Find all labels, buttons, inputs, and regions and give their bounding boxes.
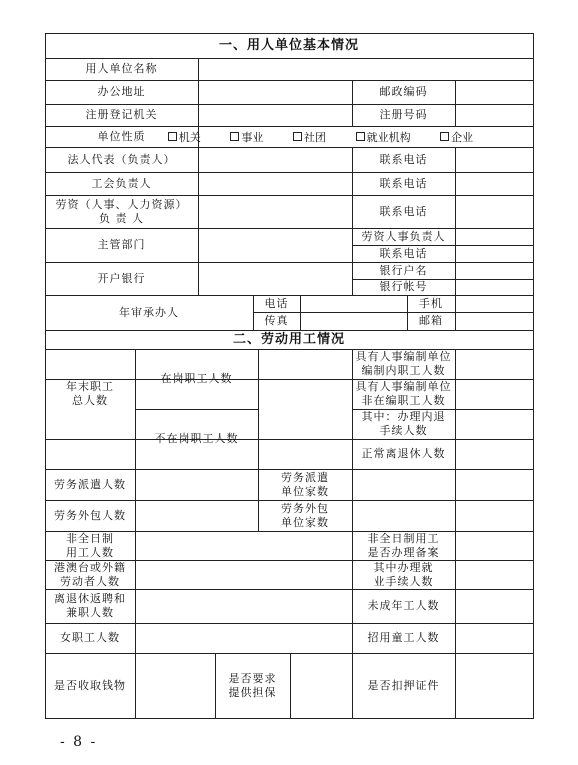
- count-field-left[interactable]: [135, 531, 352, 560]
- union-head-field[interactable]: [198, 172, 352, 195]
- count-field-right[interactable]: [455, 560, 533, 589]
- label-registration-authority: 注册登记机关: [85, 108, 158, 121]
- grid-line: [135, 439, 136, 469]
- label-off-duty: 不在岗职工人数: [154, 432, 239, 445]
- office-address-field[interactable]: [198, 80, 352, 104]
- label-part-time-filed: 非全日制用工 是否办理备案: [367, 531, 440, 559]
- unit-nature-option[interactable]: [293, 129, 326, 145]
- label-minors: 未成年工人数: [367, 599, 440, 612]
- checkbox-icon[interactable]: [230, 132, 239, 141]
- section-2-title: 二、劳动用工情况: [232, 331, 345, 347]
- supervisor-field[interactable]: [198, 228, 352, 262]
- count-field-left[interactable]: [135, 589, 352, 623]
- label-postal-code: 邮政编码: [379, 85, 428, 98]
- label-on-duty: 在岗职工人数: [160, 372, 233, 385]
- off-duty-field[interactable]: [258, 409, 352, 469]
- page-number: - 8 -: [60, 734, 98, 750]
- label-outsourced-units: 劳务外包 单位家数: [281, 501, 329, 529]
- label-staffed-on-duty: 具有人事编制单位 编制内职工人数: [355, 350, 452, 377]
- count-field-right[interactable]: [455, 531, 533, 560]
- label-supervisor: 主管部门: [97, 238, 146, 251]
- outsourced-count-field[interactable]: [135, 500, 258, 531]
- label-tel: 电话: [264, 296, 289, 310]
- label-bank: 开户银行: [97, 271, 146, 285]
- label-guarantee: 是否要求 提供担保: [228, 671, 277, 699]
- label-hr-head: 劳资人事负责人: [361, 229, 446, 243]
- bank-field[interactable]: [198, 262, 352, 295]
- guarantee-field[interactable]: [290, 653, 352, 718]
- label-bank-account-no: 银行帐号: [379, 280, 428, 293]
- unit-nature-option[interactable]: [168, 129, 201, 145]
- label-retiree-rehired: 离退休返聘和 兼职人数: [54, 592, 126, 619]
- union-head-phone-field[interactable]: [455, 172, 533, 195]
- checkbox-icon[interactable]: [168, 132, 177, 141]
- unit-nature-option-label: 就业机构: [366, 130, 411, 144]
- labor-head-phone-field[interactable]: [455, 195, 533, 228]
- label-dispatch-count: 劳务派遣人数: [54, 477, 126, 491]
- label-internal-retire: 其中：办理内退 手续人数: [361, 410, 446, 437]
- postal-code-field[interactable]: [455, 80, 533, 104]
- unit-nature-option-label: 社团: [303, 130, 326, 144]
- label-bank-account-name: 银行户名: [379, 263, 428, 277]
- count-field-left[interactable]: [135, 623, 352, 653]
- label-documents-held: 是否扣押证件: [367, 678, 440, 692]
- unit-nature-option-label: 机关: [178, 130, 201, 144]
- label-fax: 传真: [264, 314, 289, 327]
- label-email: 邮箱: [419, 314, 443, 327]
- deposit-field[interactable]: [135, 653, 215, 718]
- label-employment-procedures: 其中办理就 业手续人数: [373, 560, 434, 588]
- checkbox-icon[interactable]: [293, 132, 302, 141]
- hr-head-phone-field[interactable]: [455, 245, 533, 262]
- outer-border-right: [533, 33, 534, 718]
- labor-head-field[interactable]: [198, 195, 352, 228]
- unit-nature-options: [153, 126, 488, 147]
- hr-head-field[interactable]: [455, 228, 533, 245]
- unit-nature-option[interactable]: [230, 129, 263, 145]
- label-dispatch-units: 劳务派遣 单位家数: [281, 470, 329, 498]
- dispatch-units-field[interactable]: [352, 469, 533, 500]
- label-registration-number: 注册号码: [379, 108, 428, 121]
- label-foreign-workers: 港澳台或外籍 劳动者人数: [54, 560, 126, 588]
- label-office-address: 办公地址: [97, 85, 146, 98]
- label-year-end-total: 年末职工 总人数: [66, 380, 114, 407]
- unit-nature-option[interactable]: [440, 129, 473, 145]
- outsourced-units-field[interactable]: [352, 500, 533, 531]
- bank-account-no-field[interactable]: [455, 279, 533, 295]
- label-annual-review-handler: 年审承办人: [119, 305, 179, 319]
- label-labor-head: 劳资（人事、人力资源） 负 责 人: [55, 197, 188, 225]
- label-outsourced-count: 劳务外包人数: [54, 508, 126, 522]
- label-female-workers: 女职工人数: [60, 631, 120, 644]
- staffed-off-duty-field[interactable]: [455, 379, 533, 409]
- fax-field[interactable]: [300, 312, 407, 330]
- label-phone: 联系电话: [379, 176, 428, 190]
- checkbox-icon[interactable]: [440, 132, 449, 141]
- normal-retire-field[interactable]: [455, 439, 533, 469]
- checkbox-icon[interactable]: [356, 132, 365, 141]
- label-child-labor: 招用童工人数: [367, 631, 440, 644]
- unit-nature-option-label: 事业: [241, 130, 264, 144]
- bank-account-name-field[interactable]: [455, 262, 533, 279]
- employer-name-field[interactable]: [198, 58, 533, 80]
- label-normal-retire: 正常离退休人数: [361, 447, 446, 460]
- unit-nature-option-label: 企业: [451, 130, 474, 144]
- legal-rep-field[interactable]: [198, 147, 352, 172]
- staffed-on-duty-field[interactable]: [455, 349, 533, 379]
- label-union-head: 工会负责人: [91, 176, 152, 190]
- count-field-right[interactable]: [455, 623, 533, 653]
- label-phone: 联系电话: [379, 246, 428, 260]
- label-mobile: 手机: [419, 296, 443, 310]
- section-1-title: 一、用人单位基本情况: [218, 37, 359, 53]
- internal-retire-field[interactable]: [455, 409, 533, 439]
- label-staffed-off-duty: 具有人事编制单位 非在编职工人数: [355, 380, 452, 407]
- registration-authority-field[interactable]: [198, 104, 352, 126]
- label-phone: 联系电话: [379, 204, 428, 218]
- label-legal-rep: 法人代表（负责人）: [67, 152, 176, 166]
- email-field[interactable]: [455, 312, 533, 330]
- mobile-field[interactable]: [455, 295, 533, 312]
- registration-number-field[interactable]: [455, 104, 533, 126]
- tel-field[interactable]: [300, 295, 407, 312]
- grid-line: [352, 439, 353, 469]
- documents-held-field[interactable]: [455, 653, 533, 718]
- count-field-right[interactable]: [455, 589, 533, 623]
- label-deposit: 是否收取钱物: [54, 678, 126, 692]
- dispatch-count-field[interactable]: [135, 469, 258, 500]
- label-unit-nature: 单位性质: [97, 129, 146, 143]
- count-field-left[interactable]: [135, 560, 352, 589]
- unit-nature-option[interactable]: [356, 129, 411, 145]
- legal-rep-phone-field[interactable]: [455, 147, 533, 172]
- label-employer-name: 用人单位名称: [85, 62, 158, 75]
- label-part-time: 非全日制 用工人数: [66, 531, 114, 559]
- outer-border-bottom: [45, 718, 534, 719]
- on-duty-field[interactable]: [258, 349, 352, 409]
- label-phone: 联系电话: [379, 152, 428, 166]
